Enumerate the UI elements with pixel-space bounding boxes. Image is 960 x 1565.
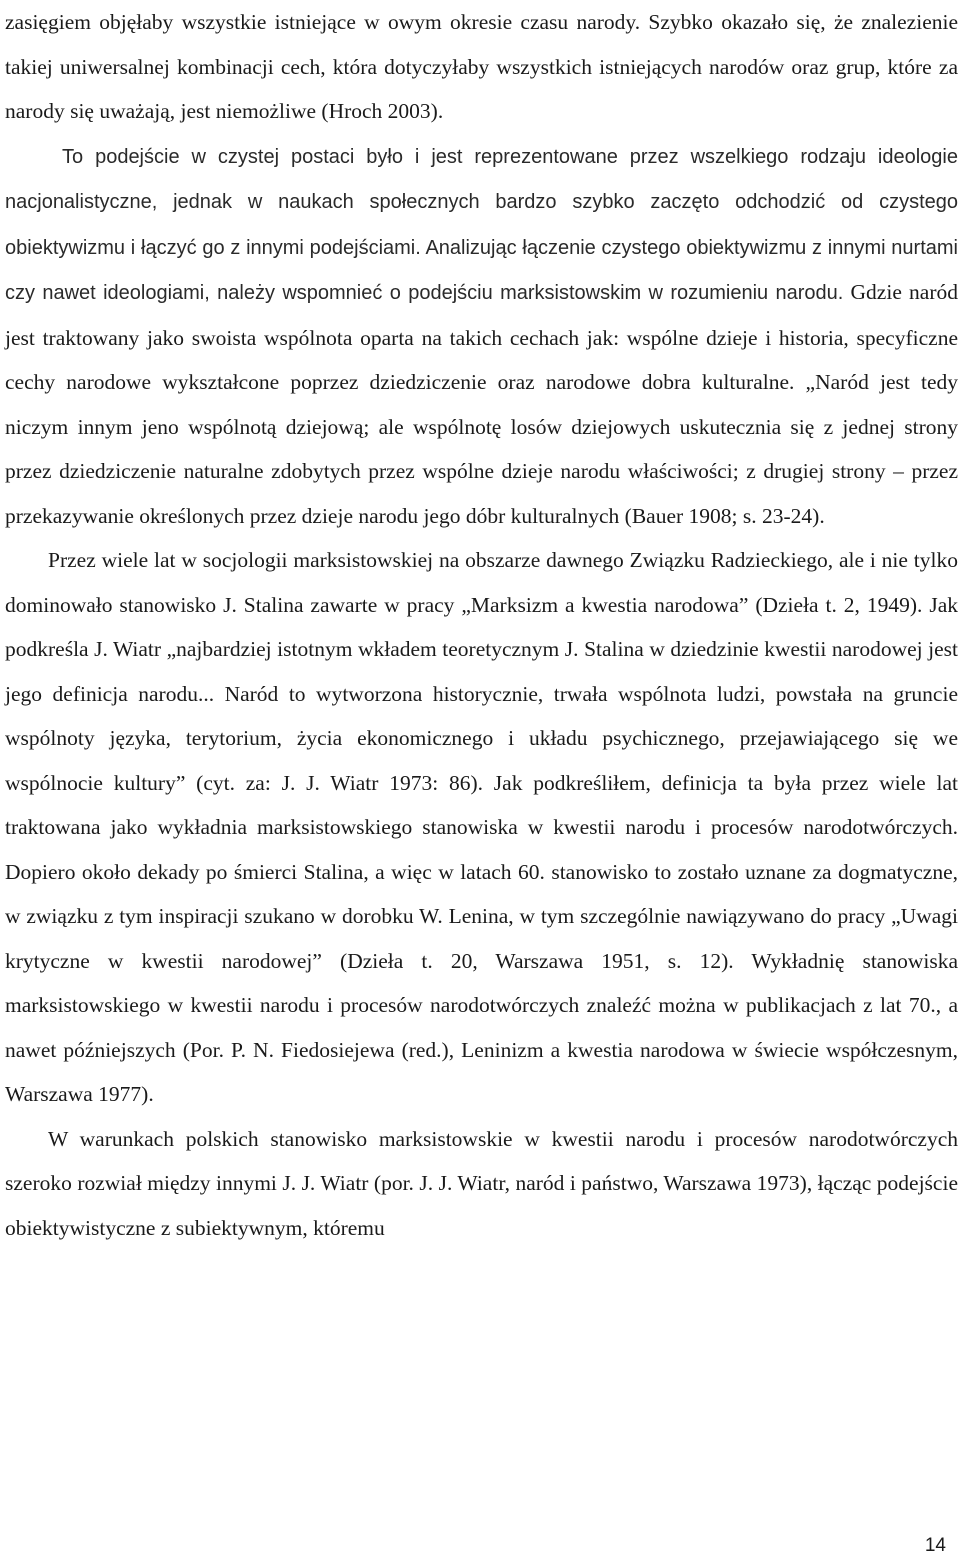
paragraph-2-text-b: Gdzie naród jest traktowany jako swoista wspólnota oparta na takich cechach jak: wspólne dzieje i historia, specyficzne cechy narodowe wykształcone poprzez dziedziczenie oraz narodowe dobra kulturalne. „Naród jest tedy niczym innym jeno wspólnotą dziejową; ale wspólnotę losów dziejowych uskutecznia się z jednej strony przez dziedziczenie naturalne zdobytych przez wspólne dzieje narodu właściwości; z drugiej strony – przez przekazywanie określonych przez dzieje narodu jego dóbr kulturalnych (Bauer 1908; s. 23-24). <box>5 280 958 528</box>
document-page <box>5 0 958 1250</box>
paragraph-4 <box>5 1117 958 1251</box>
paragraph-1-text: zasięgiem objęłaby wszystkie istniejące w owym okresie czasu narody. Szybko okazało się, że znalezienie takiej uniwersalnej kombinacji cech, która dotyczyłaby wszystkich istniejących narodów oraz grup, które za narody się uważają, jest niemożliwe (Hroch 2003). <box>5 10 958 123</box>
paragraph-2-text-a: To podejście w czystej postaci było i jest reprezentowane przez wszelkiego rodzaju ideologie nacjonalistyczne, jednak w naukach społecznych bardzo szybko zaczęto odchodzić od czystego obiektywizmu i łączyć go z innymi podejściami. Analizując łączenie czystego obiektywizmu z innymi nurtami czy nawet ideologiami, należy wspomnieć o podejściu marksistowskim w rozumieniu narodu. <box>5 145 958 304</box>
paragraph-1 <box>5 0 958 134</box>
paragraph-3-text: Przez wiele lat w socjologii marksistowskiej na obszarze dawnego Związku Radzieckiego, ale i nie tylko dominowało stanowisko J. Stalina zawarte w pracy „Marksizm a kwestia narodowa” (Dzieła t. 2, 1949). Jak podkreśla J. Wiatr „najbardziej istotnym wkładem teoretycznym J. Stalina w dziedzinie kwestii narodowej jest jego definicja narodu... Naród to wytworzona historycznie, trwała wspólnota ludzi, powstała na gruncie wspólnoty języka, terytorium, życia ekonomicznego i układu psychicznego, przejawiającego się we wspólnocie kultury” (cyt. za: J. J. Wiatr 1973: 86). Jak podkreśliłem, definicja ta była przez wiele lat traktowana jako wykładnia marksistowskiego stanowiska w kwestii narodu i procesów narodotwórczych. Dopiero około dekady po śmierci Stalina, a więc w latach 60. stanowisko to zostało uznane za dogmatyczne, w związku z tym inspiracji szukano w dorobku W. Lenina, w tym szczególnie nawiązywano do pracy „Uwagi krytyczne w kwestii narodowej” (Dzieła t. 20, Warszawa 1951, s. 12). Wykładnię stanowiska marksistowskiego w kwestii narodu i procesów narodotwórczych znaleźć można w publikacjach z lat 70., a nawet późniejszych (Por. P. N. Fiedosiejewa (red.), Leninizm a kwestia narodowa w świecie współczesnym, Warszawa 1977). <box>5 548 958 1106</box>
paragraph-2 <box>5 134 958 539</box>
paragraph-3 <box>5 538 958 1117</box>
paragraph-4-text: W warunkach polskich stanowisko marksistowskie w kwestii narodu i procesów narodotwórczych szeroko rozwiał między innymi J. J. Wiatr (por. J. J. Wiatr, naród i państwo, Warszawa 1973), łącząc podejście obiektywistyczne z subiektywnym, któremu <box>5 1126 958 1240</box>
page-number: 14 <box>924 1535 946 1556</box>
